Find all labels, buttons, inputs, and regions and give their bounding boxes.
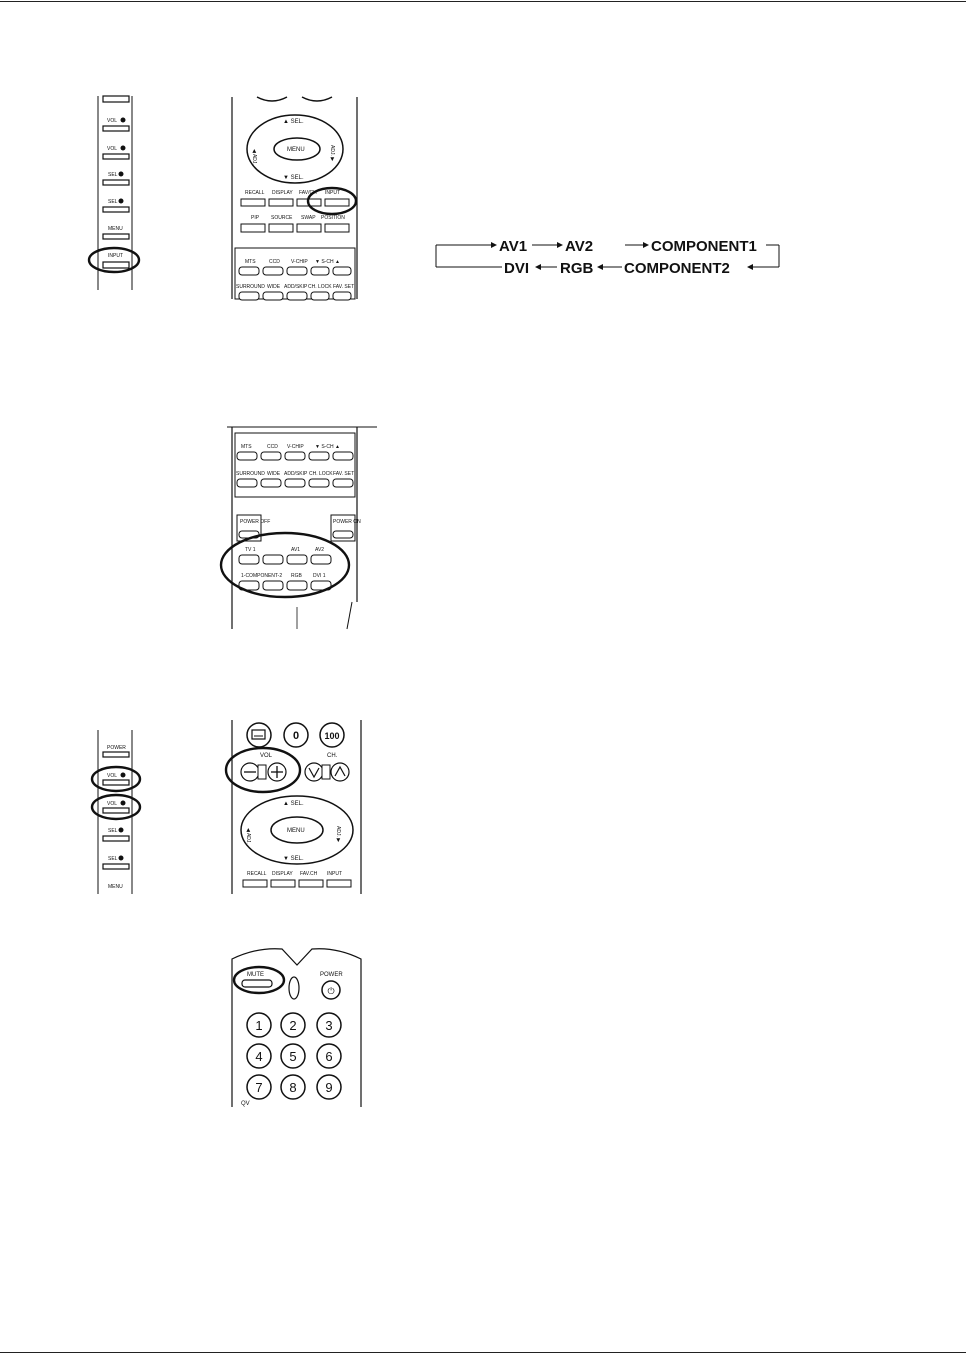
- svg-text:SURROUND: SURROUND: [236, 284, 265, 290]
- ch-label: CH.: [327, 753, 338, 759]
- svg-text:▼ S-CH ▲: ▼ S-CH ▲: [315, 259, 340, 265]
- sel-down-button[interactable]: ▼ SEL.: [283, 856, 304, 862]
- digit-9-button[interactable]: [317, 1075, 341, 1099]
- vol-rocker[interactable]: [241, 763, 286, 781]
- svg-text:DISPLAY: DISPLAY: [272, 871, 293, 877]
- remote-row-surround: [236, 284, 354, 300]
- svg-text:⏻: ⏻: [327, 986, 335, 996]
- svg-text:SOURCE: SOURCE: [271, 215, 293, 221]
- cycle-dvi: DVI: [504, 260, 530, 277]
- svg-text:100: 100: [324, 731, 340, 741]
- svg-text:WIDE: WIDE: [267, 284, 281, 290]
- digit-1-button[interactable]: [247, 1013, 271, 1037]
- mid-row-surround: [236, 471, 354, 487]
- svg-text:7: 7: [255, 1080, 263, 1095]
- svg-text:2: 2: [289, 1018, 297, 1033]
- svg-text:AV1: AV1: [291, 547, 301, 553]
- svg-text:SEL: SEL: [108, 199, 118, 205]
- svg-text:MUTE: MUTE: [247, 972, 264, 978]
- remote-figure-input: [227, 97, 363, 299]
- panel-vol-plus-2[interactable]: [103, 773, 129, 786]
- svg-text:V-CHIP: V-CHIP: [291, 259, 308, 265]
- svg-text:8: 8: [289, 1080, 297, 1095]
- svg-text:CCD: CCD: [269, 259, 280, 265]
- remote-row-pip: [241, 215, 349, 232]
- side-panel-figure-input: [88, 96, 144, 290]
- svg-text:SEL: SEL: [108, 828, 118, 834]
- svg-text:POWER ON: POWER ON: [333, 519, 361, 525]
- svg-text:SWAP: SWAP: [301, 215, 316, 221]
- highlight-circle: [221, 533, 349, 597]
- svg-text:POWER: POWER: [320, 972, 343, 978]
- svg-text:1-COMPONENT-2: 1-COMPONENT-2: [241, 573, 283, 579]
- remote-figure-mute: [227, 945, 367, 1107]
- cycle-av1: AV1: [499, 238, 528, 255]
- svg-text:RECALL: RECALL: [245, 190, 265, 196]
- svg-text:V-CHIP: V-CHIP: [287, 444, 304, 450]
- svg-text:MENU: MENU: [108, 884, 123, 890]
- svg-text:DISPLAY: DISPLAY: [272, 190, 293, 196]
- svg-text:SURROUND: SURROUND: [236, 471, 265, 477]
- svg-text:POWER OFF: POWER OFF: [240, 519, 271, 525]
- input-cycle-diagram: [432, 232, 784, 278]
- panel-vol-minus-2[interactable]: [103, 801, 129, 814]
- cycle-av2: AV2: [565, 238, 594, 255]
- svg-text:4: 4: [255, 1049, 263, 1064]
- panel-sel-up[interactable]: [103, 172, 129, 186]
- svg-text:FAV. SET: FAV. SET: [333, 471, 355, 477]
- remote-row-recall: [241, 190, 349, 206]
- svg-text:CH. LOCK: CH. LOCK: [309, 471, 333, 477]
- svg-text:VOL: VOL: [107, 801, 118, 807]
- panel-menu[interactable]: [103, 226, 129, 239]
- panel-sel-down-2[interactable]: [103, 856, 129, 870]
- panel-power[interactable]: [103, 745, 129, 757]
- digit-2-button[interactable]: [281, 1013, 305, 1037]
- svg-text:3: 3: [325, 1018, 333, 1033]
- menu-label: MENU: [287, 828, 305, 834]
- svg-text:VOL: VOL: [107, 118, 118, 124]
- svg-text:MTS: MTS: [245, 259, 256, 265]
- svg-text:CCD: CCD: [267, 444, 278, 450]
- svg-text:POSITION: POSITION: [321, 215, 345, 221]
- digit-0-button[interactable]: [284, 723, 308, 747]
- svg-text:FAV/CH: FAV/CH: [299, 190, 317, 196]
- svg-text:FAV. SET: FAV. SET: [333, 284, 355, 290]
- direct-input-row-1: [239, 547, 331, 564]
- highlight-circle: [92, 767, 140, 791]
- adj-right-button[interactable]: ADJ. ▶: [335, 826, 341, 843]
- sel-down-button[interactable]: ▼ SEL.: [283, 175, 304, 181]
- cycle-rgb: RGB: [560, 260, 594, 277]
- svg-text:▼ S-CH ▲: ▼ S-CH ▲: [315, 444, 340, 450]
- svg-text:VOL: VOL: [107, 146, 118, 152]
- svg-text:SEL: SEL: [108, 172, 118, 178]
- panel-vol-minus[interactable]: [103, 146, 129, 160]
- adj-right-button[interactable]: ADJ. ▶: [329, 145, 335, 162]
- svg-text:MTS: MTS: [241, 444, 252, 450]
- svg-text:ADD/SKIP: ADD/SKIP: [284, 471, 308, 477]
- ch-rocker[interactable]: [305, 763, 349, 781]
- qv-label: QV: [241, 1101, 250, 1107]
- menu-label: MENU: [287, 147, 305, 153]
- digit-100-button[interactable]: [320, 723, 344, 747]
- svg-text:ADD/SKIP: ADD/SKIP: [284, 284, 308, 290]
- svg-text:6: 6: [325, 1049, 333, 1064]
- adj-left-button[interactable]: ◀ ADJ.: [245, 828, 251, 844]
- highlight-circle: [92, 795, 140, 819]
- subtitle-icon-button[interactable]: [247, 723, 271, 747]
- svg-text:FAV.CH: FAV.CH: [300, 871, 318, 877]
- svg-text:CH. LOCK: CH. LOCK: [308, 284, 332, 290]
- side-panel-figure-volume: [90, 730, 144, 894]
- vol-remote-bottom-row: [243, 871, 351, 887]
- sel-up-button[interactable]: ▲ SEL.: [283, 801, 304, 807]
- svg-text:9: 9: [325, 1080, 333, 1095]
- remote-figure-direct-input: [227, 427, 377, 629]
- ir-sensor-icon: [289, 977, 299, 999]
- cycle-component1: COMPONENT1: [651, 238, 757, 255]
- svg-text:PIP: PIP: [251, 215, 260, 221]
- svg-text:AV2: AV2: [315, 547, 325, 553]
- svg-text:INPUT: INPUT: [108, 253, 123, 259]
- digit-7-button[interactable]: [247, 1075, 271, 1099]
- svg-text:VOL: VOL: [107, 773, 118, 779]
- digit-3-button[interactable]: [317, 1013, 341, 1037]
- vol-label: VOL: [260, 753, 273, 759]
- svg-text:0: 0: [292, 730, 300, 742]
- svg-text:POWER: POWER: [107, 745, 126, 751]
- adj-left-button[interactable]: ◀ ADJ.: [251, 149, 257, 165]
- svg-text:DVI 1: DVI 1: [313, 573, 326, 579]
- svg-text:TV 1: TV 1: [245, 547, 256, 553]
- digit-8-button[interactable]: [281, 1075, 305, 1099]
- svg-text:RECALL: RECALL: [247, 871, 267, 877]
- bottom-rule: [0, 1352, 966, 1353]
- svg-text:5: 5: [289, 1049, 297, 1064]
- svg-text:SEL: SEL: [108, 856, 118, 862]
- svg-text:RGB: RGB: [291, 573, 302, 579]
- sel-up-button[interactable]: ▲ SEL.: [283, 119, 304, 125]
- digit-6-button[interactable]: [317, 1044, 341, 1068]
- svg-text:WIDE: WIDE: [267, 471, 281, 477]
- svg-text:INPUT: INPUT: [325, 190, 340, 196]
- svg-text:1: 1: [255, 1018, 263, 1033]
- digit-4-button[interactable]: [247, 1044, 271, 1068]
- cycle-component2: COMPONENT2: [624, 260, 730, 277]
- panel-sel-down[interactable]: [103, 199, 129, 213]
- panel-vol-plus[interactable]: [103, 118, 129, 132]
- svg-text:MENU: MENU: [108, 226, 123, 232]
- svg-text:INPUT: INPUT: [327, 871, 342, 877]
- digit-5-button[interactable]: [281, 1044, 305, 1068]
- top-rule: [0, 1, 966, 2]
- panel-sel-up-2[interactable]: [103, 828, 129, 842]
- panel-menu-2[interactable]: [108, 884, 123, 890]
- direct-input-row-2: [239, 573, 331, 590]
- remote-figure-volume: [227, 720, 367, 894]
- panel-input[interactable]: [103, 253, 129, 268]
